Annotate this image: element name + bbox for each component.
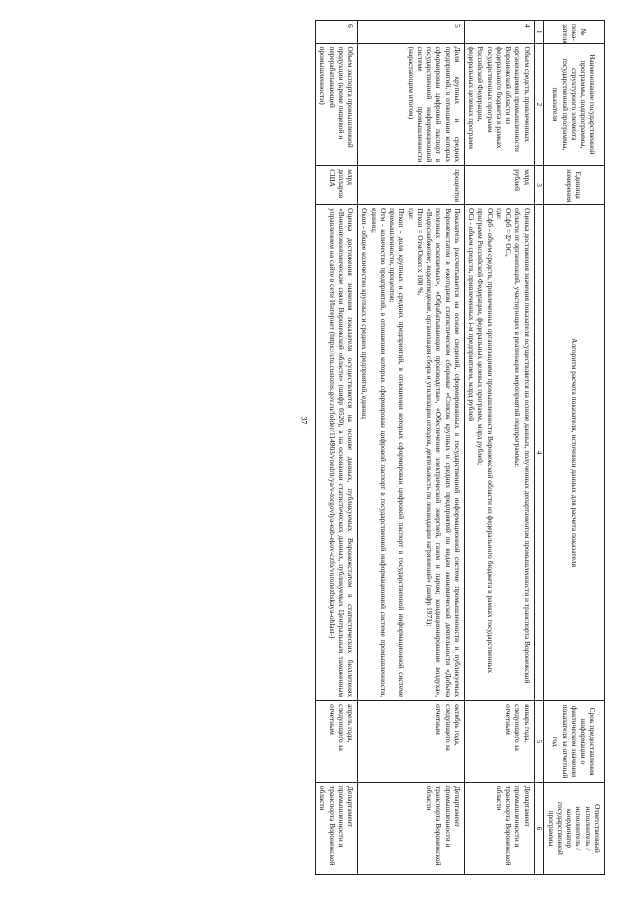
table-header-row (544, 21, 605, 875)
row-name: Доля крупных и средних предприятий, в отношении которых сформирован цифровой паспорт в государственной информационной системе промышленности (нарастающим итогом) (358, 43, 465, 166)
row-responsible: Департамент промышленности и транспорта Воронежской области (316, 782, 358, 874)
row-deadline: апрель года, следующего за отчетным (316, 701, 358, 783)
row-num: 6 (316, 21, 358, 44)
index-cell: 2 (534, 43, 544, 166)
header-deadline: Срок предоставления информации о фактическом значении показателя за отчетный год (544, 701, 605, 783)
algorithm-line: где: (495, 208, 504, 220)
row-responsible: Департамент промышленности и транспорта Воронежской области (465, 782, 535, 874)
row-unit: процентов (358, 166, 465, 205)
index-cell: 4 (534, 205, 544, 701)
table-row (358, 21, 465, 875)
index-cell: 3 (534, 166, 544, 205)
table-row (316, 21, 358, 875)
row-algorithm (316, 205, 358, 701)
row-unit: млрд рублей (465, 166, 535, 205)
algorithm-line: Оценка достижения значения показателя осуществляется на основе данных, полученных департаментом промышленности и транспорта Воронежской области от организаций, участвующих в реализации мероприятий подпрограммы: (513, 208, 532, 684)
algorithm-line: где: (406, 208, 416, 220)
row-num: 5 (358, 21, 465, 44)
row-algorithm (465, 205, 535, 701)
row-num: 4 (465, 21, 535, 44)
table-index-row (534, 21, 544, 875)
algorithm-line: Отм - количество предприятий, в отношении которых сформирован цифровой паспорт в государственной информационной системе промышленности, единиц; (369, 208, 388, 698)
algorithm-formula: ОСфб = Σⁿ ОСᵢ, (504, 208, 514, 257)
row-deadline: октябрь года, следующего за отчетным (358, 701, 465, 783)
row-algorithm (358, 205, 465, 701)
row-unit: млрд долларов США (316, 166, 358, 205)
algorithm-formula: Пткоп = Отм/Окоп х 100 %, (416, 208, 425, 296)
header-unit: Единица измерения (544, 166, 605, 205)
algorithm-line: Показатель рассчитывается на основе сведений, сформированных в государственной информационной системе промышленности и публикуемых Воронежстатом в ежегодном статистическом сборнике «Список крупных и средних предприятий по видам экономической деятельности «Добыча полезных ископаемых», «Обрабатывающие производства», «Обеспечение электрической энергией, газом и паром; кондиционирование воздуха», «Водоснабжение; водоотведение, организация сбора и утилизации отходов, деятельность по ликвидации загрязнений» (шифр 1971): (425, 208, 462, 698)
header-name: Наименование государственной программы, подпрограммы, структурного элемента государственной программы, показателя (544, 43, 605, 166)
row-deadline: январь года, следующего за отчетным (465, 701, 535, 783)
indicators-table (315, 20, 605, 875)
row-responsible: Департамент промышленности и транспорта Воронежской области (358, 782, 465, 874)
table-row (465, 21, 535, 875)
page-number: 37 (299, 416, 309, 425)
rotated-table-container (165, 20, 605, 875)
header-responsible: Ответственный исполнитель / исполнитель / координатор государственной программы (544, 782, 605, 874)
algorithm-line: ОСфб - объем средств, привлеченных организациями промышленности Воронежской области из федерального бюджета в рамках государственных программ Российской Федерации, федеральных целевых программ, млрд рублей; (476, 208, 495, 674)
header-algorithm: Алгоритм расчета показателя, источники данных для расчета показателя (544, 205, 605, 701)
algorithm-line: Окоп - общее количество крупных и средних предприятий, единиц (360, 208, 370, 419)
algorithm-line: Оценка достижения значения показателя осуществляется на основе данных, публикуемых Воронежстатом в статистических бюллетенях «Внешнеэкономические связи Воронежской области» (шифр 0520), а на основании статистических данных, публикуемых Центральным таможенным управлением на сайте в сети Интернет (https://ctu.customs.gov.ru/folder/114903/vnedrit/ya/v-torgovlya-eab-ekov-czfo/voronezhskaya-oblast-) (327, 208, 356, 698)
row-name: Объем средств, привлеченных организациями промышленности Воронежской области из федерального бюджета в рамках государственных программ Российской Федерации, федеральных целевых программ (465, 43, 535, 166)
algorithm-line: Пткоп - доля крупных и средних предприятий, в отношении которых сформирован цифровой паспорт в государственной информационной системе промышленности, процентов; (388, 208, 407, 698)
index-cell: 6 (534, 782, 544, 874)
index-cell: 1 (534, 21, 544, 44)
algorithm-line: ОСi - объем средств, привлеченных i-м предприятием, млрд рублей (467, 208, 477, 422)
row-name: Объем экспорта промышленной продукции (кроме пищевой и перерабатывающей промышленности) (316, 43, 358, 166)
index-cell: 5 (534, 701, 544, 783)
header-num: № пока-зателя (544, 21, 605, 44)
